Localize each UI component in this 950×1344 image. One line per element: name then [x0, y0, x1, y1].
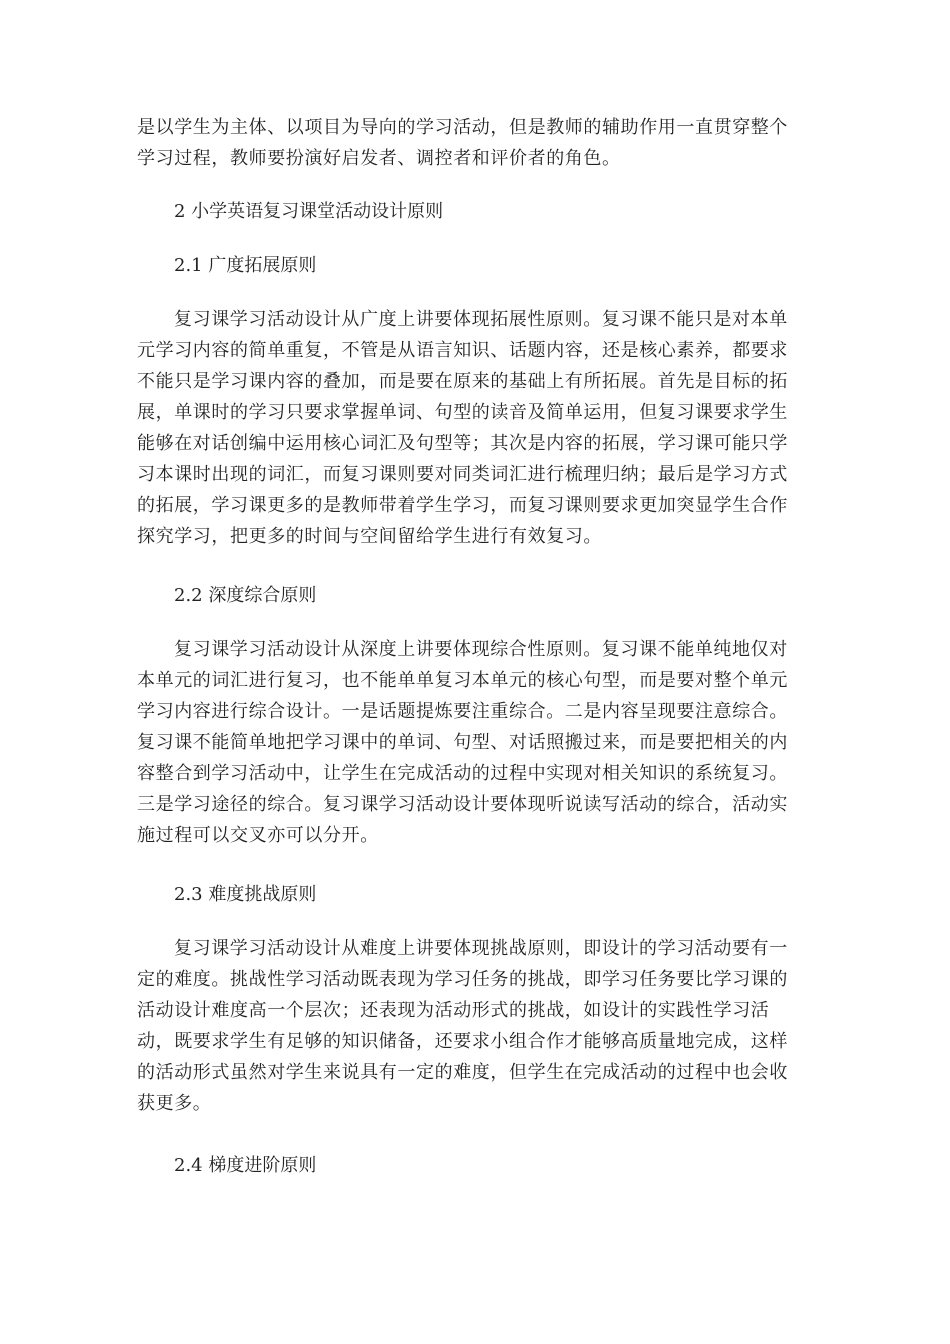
paragraph-2-3 [137, 933, 813, 1119]
paragraph-line: 复习课学习活动设计从广度上讲要体现拓展性原则。复习课不能只是对本单 [174, 309, 788, 330]
paragraph-line: 学习内容进行综合设计。一是话题提炼要注重综合。二是内容呈现要注意综合。 [137, 701, 788, 722]
paragraph-line: 施过程可以交叉亦可以分开。 [137, 825, 379, 846]
paragraph-line: 本单元的词汇进行复习，也不能单单复习本单元的核心句型，而是要对整个单元 [137, 670, 788, 691]
paragraph-line: 的拓展，学习课更多的是教师带着学生学习，而复习课则要求更加突显学生合作 [137, 495, 788, 516]
intro-paragraph [137, 112, 813, 174]
paragraph-line: 不能只是学习课内容的叠加，而是要在原来的基础上有所拓展。首先是目标的拓 [137, 371, 788, 392]
paragraph-line: 是以学生为主体、以项目为导向的学习活动，但是教师的辅助作用一直贯穿整个 [137, 117, 788, 138]
paragraph-line: 习本课时出现的词汇，而复习课则要对同类词汇进行梳理归纳；最后是学习方式 [137, 464, 788, 485]
paragraph-line: 复习课学习活动设计从深度上讲要体现综合性原则。复习课不能单纯地仅对 [174, 639, 788, 660]
paragraph-line: 元学习内容的简单重复，不管是从语言知识、话题内容，还是核心素养，都要求 [137, 340, 788, 361]
paragraph-line: 复习课学习活动设计从难度上讲要体现挑战原则，即设计的学习活动要有一 [174, 938, 788, 959]
paragraph-line: 活动设计难度高一个层次；还表现为活动形式的挑战，如设计的实践性学习活 [137, 1000, 770, 1021]
paragraph-line: 探究学习，把更多的时间与空间留给学生进行有效复习。 [137, 526, 602, 547]
paragraph-2-2 [137, 634, 813, 851]
paragraph-line: 三是学习途径的综合。复习课学习活动设计要体现听说读写活动的综合，活动实 [137, 794, 788, 815]
paragraph-line: 动，既要求学生有足够的知识储备，还要求小组合作才能够高质量地完成，这样 [137, 1031, 788, 1052]
paragraph-line: 的活动形式虽然对学生来说具有一定的难度，但学生在完成活动的过程中也会收 [137, 1062, 788, 1083]
paragraph-line: 容整合到学习活动中，让学生在完成活动的过程中实现对相关知识的系统复习。 [137, 763, 788, 784]
section-heading-2-3: 2.3 难度挑战原则 [174, 884, 317, 905]
paragraph-line: 能够在对话创编中运用核心词汇及句型等；其次是内容的拓展，学习课可能只学 [137, 433, 788, 454]
paragraph-2-1 [137, 304, 813, 552]
section-heading-2-1: 2.1 广度拓展原则 [174, 255, 317, 276]
paragraph-line: 定的难度。挑战性学习活动既表现为学习任务的挑战，即学习任务要比学习课的 [137, 969, 788, 990]
paragraph-line: 学习过程，教师要扮演好启发者、调控者和评价者的角色。 [137, 148, 621, 169]
section-heading-2-2: 2.2 深度综合原则 [174, 585, 317, 606]
section-heading-2: 2 小学英语复习课堂活动设计原则 [174, 201, 444, 222]
paragraph-line: 获更多。 [137, 1093, 212, 1114]
section-heading-2-4: 2.4 梯度进阶原则 [174, 1155, 317, 1176]
paragraph-line: 复习课不能简单地把学习课中的单词、句型、对话照搬过来，而是要把相关的内 [137, 732, 788, 753]
paragraph-line: 展，单课时的学习只要求掌握单词、句型的读音及简单运用，但复习课要求学生 [137, 402, 788, 423]
